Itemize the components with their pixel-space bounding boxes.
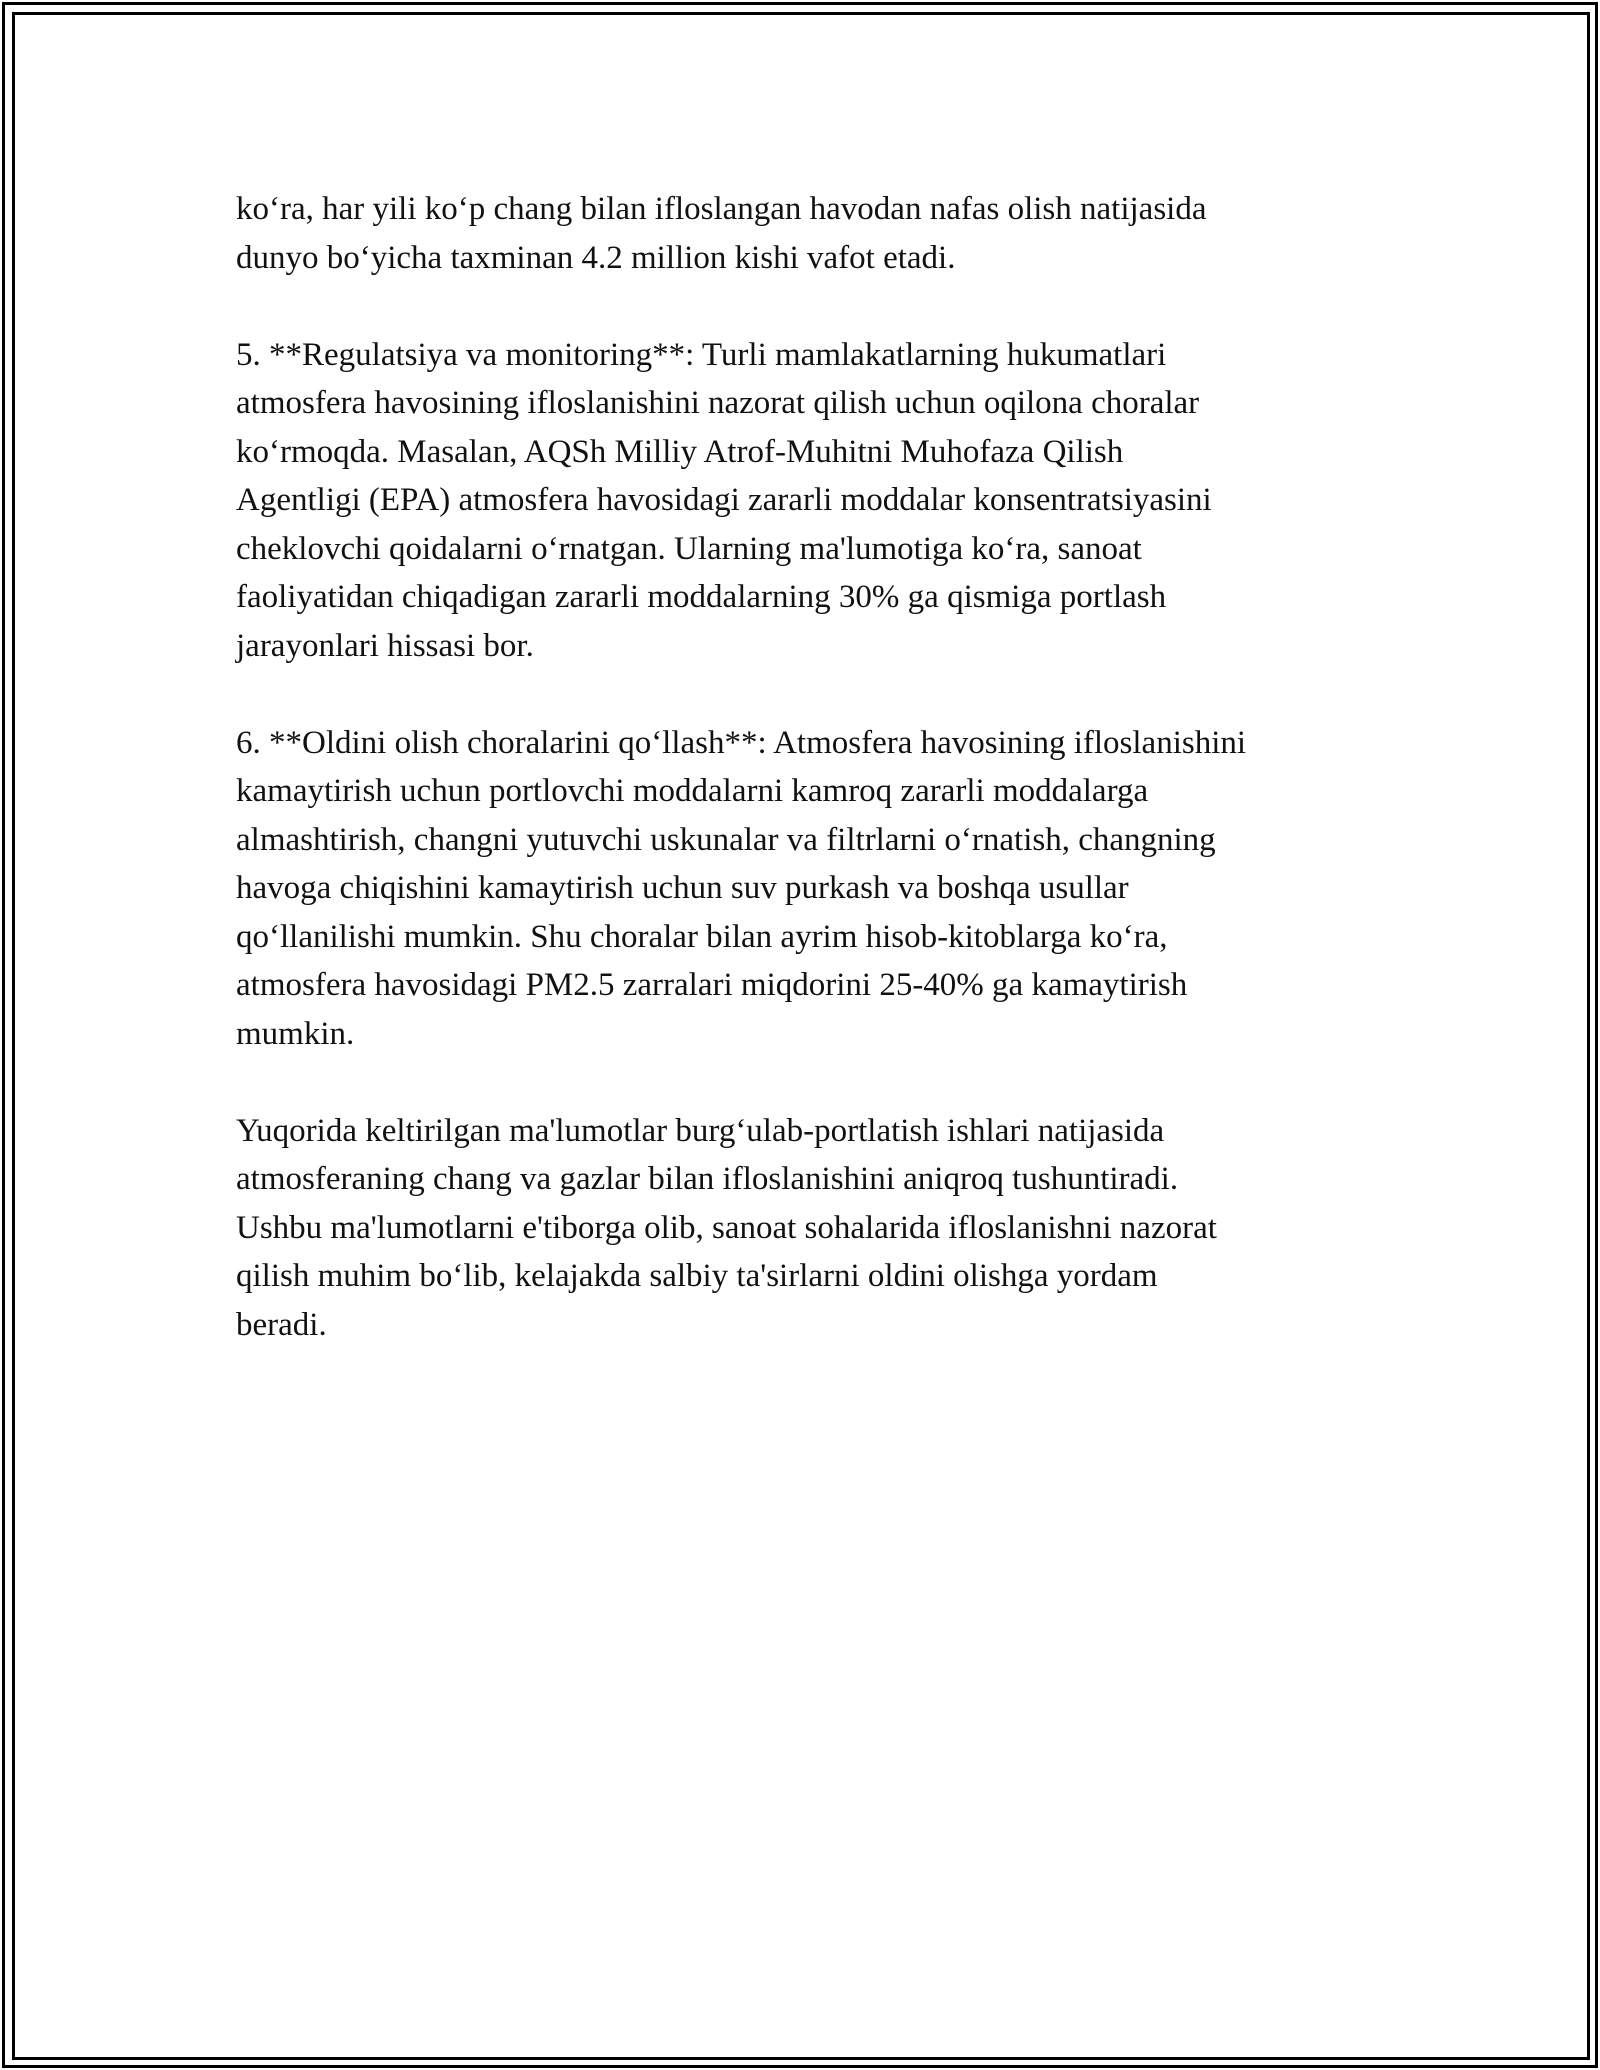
paragraph-prevention-measures: 6. **Oldini olish choralarini qo‘llash**: Atmosfera havosining ifloslanishini kamaytirish uchun portlovchi moddalarni kamroq zararli moddalarga almashtirish, changni yutuvchi uskunalar va filtrlarni o‘rnatish, changning havoga chiqishini kamaytirish uchun suv purkash va boshqa usullar qo‘llanilishi mumkin. Shu choralar bilan ayrim hisob-kitoblarga ko‘ra, atmosfera havosidagi PM2.5 zarralari miqdorini 25-40% ga kamaytirish mumkin. — [236, 724, 1247, 1052]
paragraph-conclusion: Yuqorida keltirilgan ma'lumotlar burg‘ulab-portlatish ishlari natijasida atmosferaning chang va gazlar bilan ifloslanishini aniqroq tushuntiradi. Ushbu ma'lumotlarni e'tiborga olib, sanoat sohalarida ifloslanishni nazorat qilish muhim bo‘lib, kelajakda salbiy ta'sirlarni oldini olishga yordam beradi. — [236, 1112, 1217, 1343]
paragraph-continuation: ko‘ra, har yili ko‘p chang bilan ifloslangan havodan nafas olish natijasida dunyo bo‘yicha taxminan 4.2 million kishi vafot etadi. — [236, 191, 1207, 276]
document-body — [236, 185, 1386, 1398]
paragraph-regulation-monitoring: 5. **Regulatsiya va monitoring**: Turli mamlakatlarning hukumatlari atmosfera havosining ifloslanishini nazorat qilish uchun oqilona choralar ko‘rmoqda. Masalan, AQSh Milliy Atrof-Muhitni Muhofaza Qilish Agentligi (EPA) atmosfera havosidagi zararli moddalar konsentratsiyasini cheklovchi qoidalarni o‘rnatgan. Ularning ma'lumotiga ko‘ra, sanoat faoliyatidan chiqadigan zararli moddalarning 30% ga qismiga portlash jarayonlari hissasi bor. — [236, 336, 1212, 664]
